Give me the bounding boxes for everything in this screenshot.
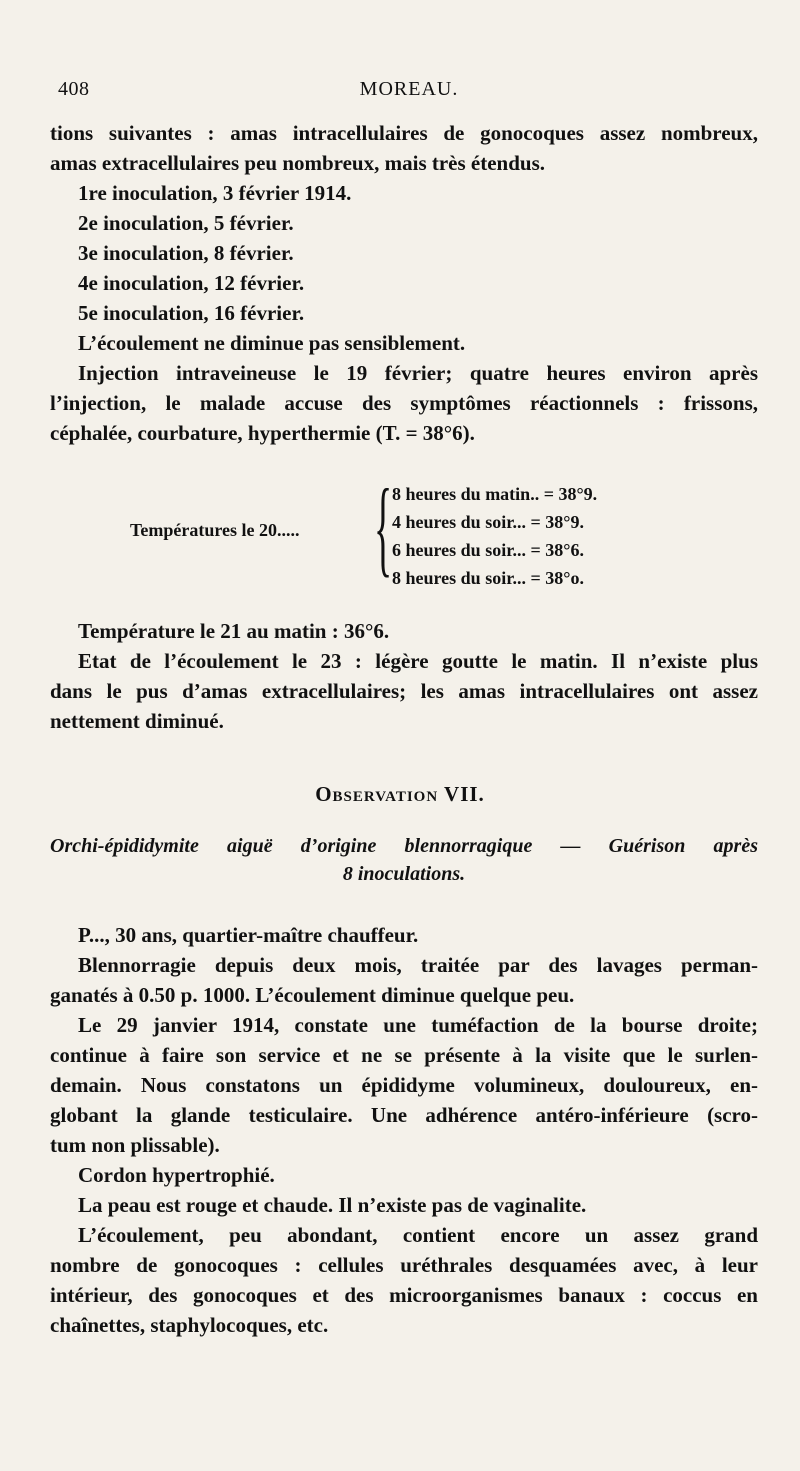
- list-item: 4e inoculation, 12 février.: [78, 271, 305, 295]
- text-line: l’injection, le malade accuse des symptômes réactionnels : frissons,: [50, 391, 758, 415]
- list-item: 3e inoculation, 8 février.: [78, 241, 294, 265]
- temperature-readings: [392, 480, 742, 592]
- text-line: nettement diminué.: [50, 709, 224, 733]
- temperature-reading: 8 heures du soir... = 38°o.: [392, 568, 584, 588]
- text-line: Blennorragie depuis deux mois, traitée par des lavages perman-: [78, 953, 758, 977]
- text-line: intérieur, des gonocoques et des microorganismes banaux : coccus en: [50, 1283, 758, 1307]
- text-line: chaînettes, staphylocoques, etc.: [50, 1313, 329, 1337]
- text-line: Cordon hypertrophié.: [78, 1163, 275, 1187]
- text-line: céphalée, courbature, hyperthermie (T. = 38°6).: [50, 421, 475, 445]
- text-line: Injection intraveineuse le 19 février; quatre heures environ après: [78, 361, 758, 385]
- text-line: amas extracellulaires peu nombreux, mais très étendus.: [50, 151, 546, 175]
- temperature-reading: 4 heures du soir... = 38°9.: [392, 512, 584, 532]
- text-line: P..., 30 ans, quartier-maître chauffeur.: [78, 923, 419, 947]
- inoculation-list: [78, 178, 758, 328]
- text-block-top: [50, 118, 758, 448]
- observation-subtitle: [50, 832, 758, 888]
- text-line: continue à faire son service et ne se présente à la visite que le surlen-: [50, 1043, 758, 1067]
- text-line: L’écoulement ne diminue pas sensiblement.: [78, 331, 466, 355]
- text-line: nombre de gonocoques : cellules uréthrales desquamées avec, à leur: [50, 1253, 758, 1277]
- list-item: 1re inoculation, 3 février 1914.: [78, 181, 352, 205]
- temperature-label: Températures le 20.....: [130, 520, 300, 540]
- text-line: Le 29 janvier 1914, constate une tuméfaction de la bourse droite;: [78, 1013, 758, 1037]
- subtitle-line: 8 inoculations.: [342, 863, 466, 885]
- text-line: globant la glande testiculaire. Une adhérence antéro-inférieure (scro-: [50, 1103, 758, 1127]
- text-line: tions suivantes : amas intracellulaires de gonocoques assez nombreux,: [50, 121, 758, 145]
- observation-title: Observation VII.: [315, 782, 485, 806]
- subtitle-line: Orchi-épididymite aiguë d’origine blennorragique — Guérison après: [50, 835, 758, 857]
- text-line: dans le pus d’amas extracellulaires; les amas intracellulaires ont assez: [50, 679, 758, 703]
- text-line: La peau est rouge et chaude. Il n’existe pas de vaginalite.: [78, 1193, 587, 1217]
- temperature-reading: 6 heures du soir... = 38°6.: [392, 540, 584, 560]
- list-item: 5e inoculation, 16 février.: [78, 301, 305, 325]
- text-line: Etat de l’écoulement le 23 : légère goutte le matin. Il n’existe plus: [78, 649, 758, 673]
- temperature-reading: 8 heures du matin.. = 38°9.: [392, 484, 598, 504]
- temperature-table: [50, 468, 758, 598]
- page-number: 408: [58, 78, 90, 100]
- text-line: L’écoulement, peu abondant, contient encore un assez grand: [78, 1223, 758, 1247]
- text-line: demain. Nous constatons un épididyme volumineux, douloureux, en-: [50, 1073, 758, 1097]
- text-block-middle: [50, 616, 758, 736]
- text-line: ganatés à 0.50 p. 1000. L’écoulement diminue quelque peu.: [50, 983, 575, 1007]
- running-head: MOREAU.: [359, 78, 459, 100]
- list-item: 2e inoculation, 5 février.: [78, 211, 294, 235]
- text-line: Température le 21 au matin : 36°6.: [78, 619, 390, 643]
- text-block-bottom: [50, 920, 758, 1340]
- text-line: tum non plissable).: [50, 1133, 220, 1157]
- page-header: [58, 78, 760, 106]
- brace-symbol: {: [374, 468, 393, 587]
